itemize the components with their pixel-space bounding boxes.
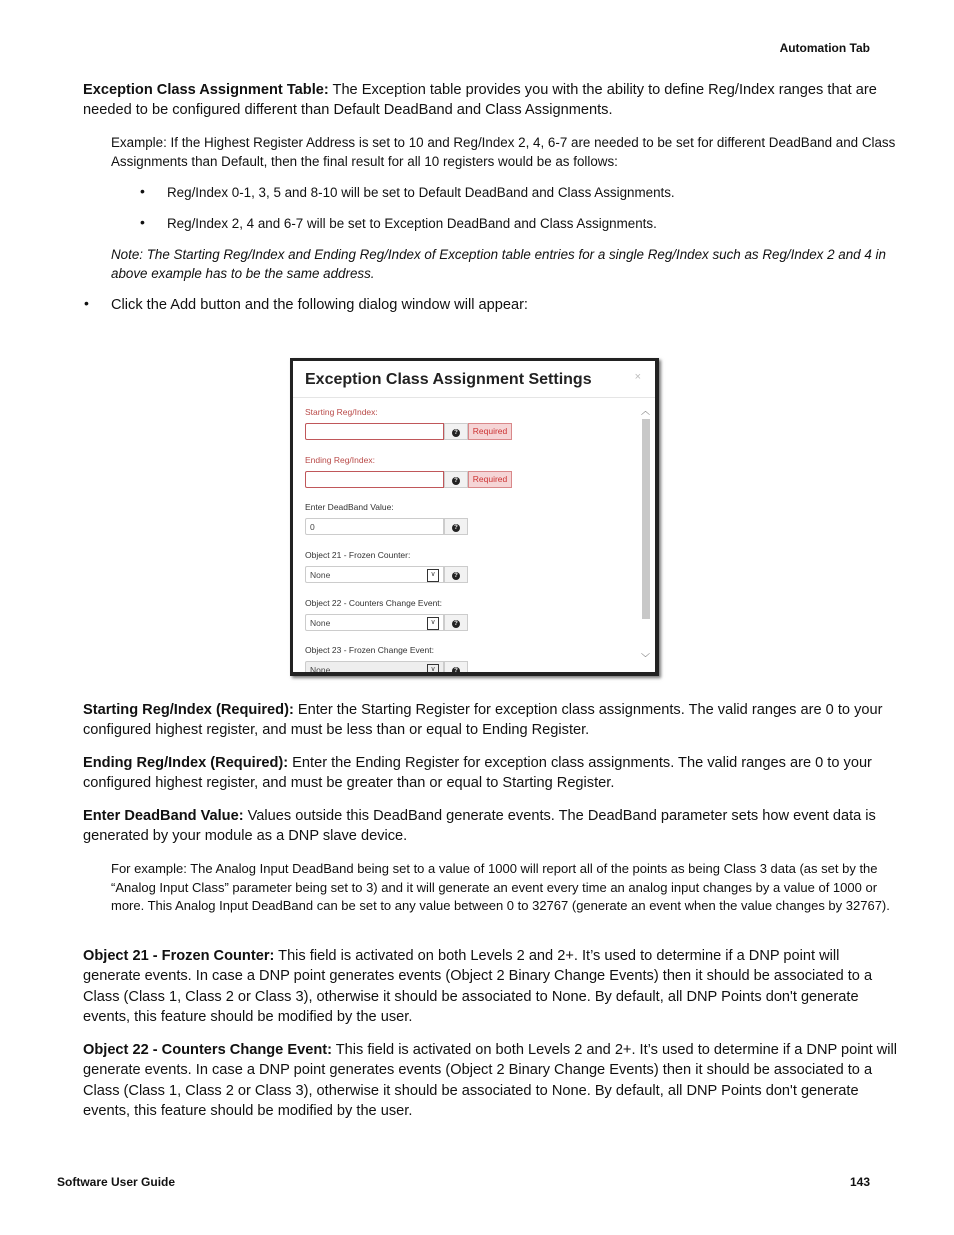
- starting-reg-input[interactable]: [305, 423, 444, 440]
- text: This field is activated on both Levels 2 and 2+. It’s used to determine if a DNP point will generate events. In case a DNP point generates events (Object 2 Binary Change Events) then it should be associated to a Class (Class 1, Class 2 or Class 3), otherwise it should be associated to None. By default, all DNP Points don't generate events, this feature should be modified by the user.: [83, 1042, 897, 1119]
- bullet-icon: •: [84, 295, 89, 311]
- term: Object 21 - Frozen Counter:: [83, 948, 275, 964]
- object21-select[interactable]: [305, 566, 444, 583]
- ending-reg-input[interactable]: [305, 471, 444, 488]
- help-icon[interactable]: ?: [444, 471, 468, 488]
- example-bullet: Reg/Index 0-1, 3, 5 and 8-10 will be set to Default DeadBand and Class Assignments.: [167, 185, 675, 200]
- example-bullet: Reg/Index 2, 4 and 6-7 will be set to Exception DeadBand and Class Assignments.: [167, 216, 657, 231]
- step-text: Click the Add button and the following dialog window will appear:: [111, 297, 528, 313]
- term: Starting Reg/Index (Required):: [83, 702, 294, 718]
- text: Values outside this DeadBand generate events. The DeadBand parameter sets how event data is generated by your module as a DNP slave device.: [83, 808, 876, 845]
- object23-label: Object 23 - Frozen Change Event:: [305, 645, 434, 655]
- text: This field is activated on both Levels 2 and 2+. It’s used to determine if a DNP point will generate events. In case a DNP point generates events (Object 2 Binary Change Events) then it should be associated to a Class (Class 1, Class 2 or Class 3), otherwise it should be associated to None. By default, all DNP Points don't generate events, this feature should be modified by the user.: [83, 948, 873, 1025]
- divider: [293, 397, 655, 398]
- chevron-down-icon[interactable]: ∨: [427, 664, 439, 676]
- selected-value: None: [310, 665, 331, 675]
- scroll-up-icon[interactable]: ︿: [641, 406, 651, 416]
- bullet-icon: •: [140, 214, 145, 230]
- chevron-down-icon[interactable]: ∨: [427, 617, 439, 630]
- deadband-label: Enter DeadBand Value:: [305, 502, 394, 512]
- object22-select[interactable]: [305, 614, 444, 631]
- definition-deadband: [83, 806, 898, 847]
- object22-label: Object 22 - Counters Change Event:: [305, 598, 443, 608]
- selected-value: None: [310, 570, 331, 580]
- footer-title: Software User Guide: [57, 1175, 176, 1189]
- deadband-example: For example: The Analog Input DeadBand being set to a value of 1000 will report all of the points as being Class 3 data (as set by the “Analog Input Class” parameter being set to 3) and it will generate an event every time an analog input changes by a value of 1000 or more. This Analog Input DeadBand can be set to any value between 0 to 32767 (generate an event when the value changes by 32767).: [111, 861, 890, 913]
- bullet-icon: •: [140, 183, 145, 199]
- definition-object21: [83, 946, 898, 1027]
- term: Exception Class Assignment Table:: [83, 82, 329, 98]
- help-icon[interactable]: ?: [444, 518, 468, 535]
- term: Ending Reg/Index (Required):: [83, 755, 289, 771]
- help-icon[interactable]: ?: [444, 423, 468, 440]
- selected-value: None: [310, 618, 331, 628]
- ending-reg-label: Ending Reg/Index:: [305, 455, 375, 465]
- starting-reg-label: Starting Reg/Index:: [305, 407, 378, 417]
- required-badge: Required: [468, 423, 512, 440]
- definition-object22: [83, 1040, 898, 1121]
- deadband-input[interactable]: 0: [305, 518, 444, 535]
- text: Enter the Ending Register for exception class assignments. The valid ranges are 0 to your configured highest register, and must be greater than or equal to Starting Register.: [83, 755, 872, 792]
- help-icon[interactable]: ?: [444, 614, 468, 631]
- intro-paragraph: [83, 80, 898, 121]
- scrollbar-thumb[interactable]: [642, 419, 650, 619]
- scroll-down-icon[interactable]: ﹀: [641, 653, 651, 663]
- running-header: Automation Tab: [779, 41, 870, 55]
- example-paragraph: Example: If the Highest Register Address is set to 10 and Reg/Index 2, 4, 6-7 are needed to be set for different DeadBand and Class Assignments than Default, then the final result for all 10 registers would be as follows:: [111, 135, 896, 169]
- definition-starting-reg: [83, 700, 898, 741]
- dialog-title: Exception Class Assignment Settings: [305, 371, 592, 388]
- close-icon[interactable]: ×: [634, 371, 641, 383]
- term: Enter DeadBand Value:: [83, 808, 244, 824]
- object23-select[interactable]: [305, 661, 444, 676]
- page-number: 143: [849, 1175, 870, 1189]
- term: Object 22 - Counters Change Event:: [83, 1042, 332, 1058]
- help-icon[interactable]: ?: [444, 566, 468, 583]
- required-badge: Required: [468, 471, 512, 488]
- note: Note: The Starting Reg/Index and Ending Reg/Index of Exception table entries for a single Reg/Index such as Reg/Index 2 and 4 in above example has to be the same address.: [111, 247, 886, 281]
- object21-label: Object 21 - Frozen Counter:: [305, 550, 411, 560]
- definition-ending-reg: [83, 753, 898, 794]
- chevron-down-icon[interactable]: ∨: [427, 569, 439, 582]
- text: The Exception table provides you with the ability to define Reg/Index ranges that are needed to be configured different than Default DeadBand and Class Assignments.: [83, 82, 877, 119]
- text: Enter the Starting Register for exception class assignments. The valid ranges are 0 to your configured highest register, and must be less than or equal to Ending Register.: [83, 702, 883, 739]
- exception-class-dialog-screenshot: [290, 358, 659, 676]
- help-icon[interactable]: ?: [444, 661, 468, 676]
- scrollbar[interactable]: [641, 399, 651, 672]
